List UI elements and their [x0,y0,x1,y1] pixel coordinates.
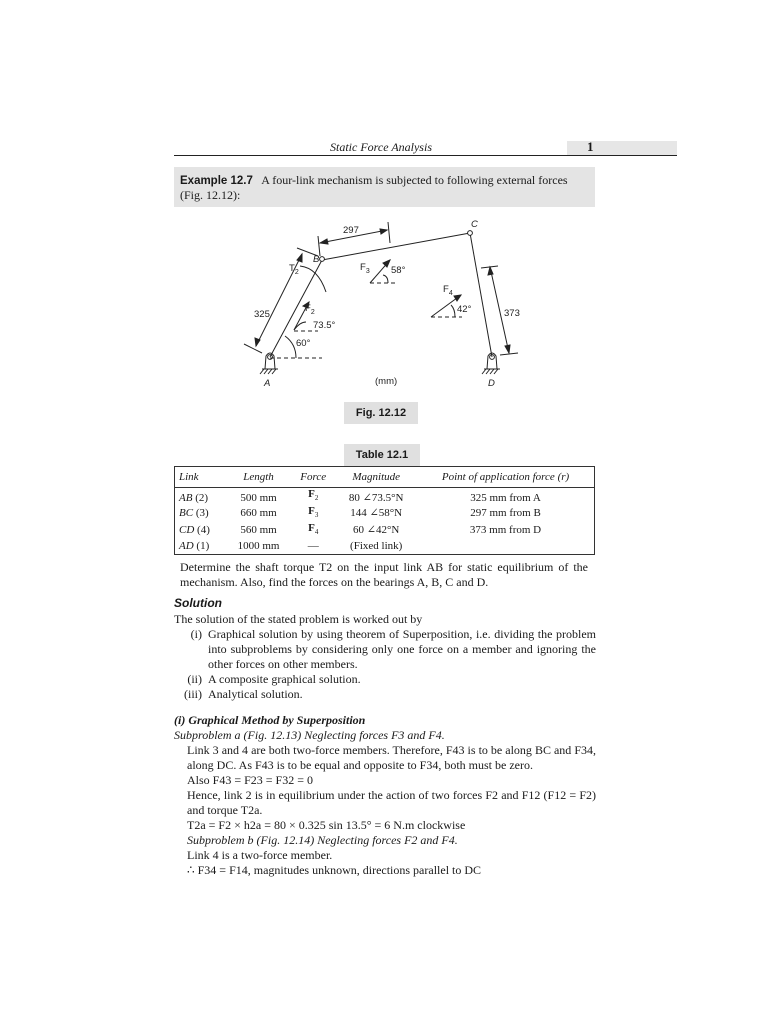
section-heading: (i) Graphical Method by Superposition [174,713,366,727]
table-row [175,540,595,555]
cell-force: $F_4$ [308,522,319,537]
cell-link: BC (3) [179,507,209,520]
cell-point: 373 mm from D [469,524,542,537]
cell-force: — [307,539,319,552]
cell-point: 297 mm from B [470,507,541,520]
step-line: Also F43 = F23 = F32 = 0 [187,773,313,787]
label-c: C [471,219,478,230]
step-line: Subproblem b (Fig. 12.14) Neglecting forces F2 and F4. [187,833,458,847]
cell-length: 560 mm [240,524,277,537]
dim-bc-label: 297 [343,225,359,236]
table-row [175,522,595,539]
cell-magnitude: 60 ∠42°N [353,524,400,537]
table-caption: Table 12.1 [344,444,420,466]
running-title: Static Force Analysis [330,140,432,154]
example-text: A four-link mechanism is subjected to following external forces [261,173,568,187]
list-item: (iii) Analytical solution. [184,687,303,701]
cell-magnitude: (Fixed link) [350,539,403,552]
angle-ab-label: 60° [296,338,311,349]
angle-f3-label: 58° [391,265,406,276]
mechanism-diagram [0,0,768,400]
column-header: Magnitude [335,467,417,488]
figure-caption: Fig. 12.12 [344,402,418,424]
cell-point [417,540,594,555]
step-line: T2a = F2 × h2a = 80 × 0.325 sin 13.5° = 6 N.m clockwise [187,818,466,832]
label-f4: $F_4$ [443,284,453,297]
pivot-d [482,353,500,374]
solution-heading: Solution [174,596,222,610]
step-line: Link 3 and 4 are both two-force members. Therefore, F43 is to be along BC and F34, along DC. As F43 is to be equal and opposite to F34, both must be zero. [187,743,596,772]
cell-magnitude: 80 ∠73.5°N [348,492,404,505]
label-f2: $F_2$ [305,303,315,316]
angle-f4-label: 42° [457,304,472,315]
cell-link: AD (1) [179,539,210,552]
step-line: Link 4 is a two-force member. [187,848,333,862]
angle-f2-label: 73.5° [313,320,336,331]
cell-magnitude: 144 ∠58°N [350,507,403,520]
solution-steps [174,728,596,878]
cell-point: 325 mm from A [470,492,541,505]
step-line: ∴ F34 = F14, magnitudes unknown, directions parallel to DC [187,863,482,877]
example-label: Example 12.7 [180,175,253,187]
table-row [175,505,595,522]
column-header: Link [175,467,226,488]
example-figure-ref: (Fig. 12.12): [180,188,241,202]
solution-intro: The solution of the stated problem is worked out by [174,612,423,626]
dim-ab-label: 325 [254,309,270,320]
cell-force: $F_3$ [308,505,319,520]
cell-link: CD (4) [179,524,210,537]
table-header-row [175,467,595,488]
link-cd [470,233,492,357]
cell-length: 660 mm [240,507,277,520]
column-header: Point of application force (r) [417,467,594,488]
column-header: Length [226,467,291,488]
data-table [174,466,595,555]
link-bc [322,233,470,260]
cell-length: 1000 mm [237,539,280,552]
step-line: Subproblem a (Fig. 12.13) Neglecting forces F3 and F4. [174,728,445,742]
list-item: (ii) A composite graphical solution. [187,672,361,686]
label-f3: $F_3$ [360,262,370,275]
cell-link: AB (2) [179,492,209,505]
table-row [175,488,595,506]
step-line: Hence, link 2 is in equilibrium under the action of two forces F2 and F12 (F12 = F2) and torque T2a. [187,788,596,817]
unit-label: (mm) [375,376,398,387]
label-d: D [488,378,495,389]
column-header: Force [291,467,335,488]
dim-cd-label: 373 [504,308,520,319]
list-item: (i) Graphical solution by using theorem of Superposition, i.e. dividing the problem into subproblems by considering only one force on a member and ignoring the other forces on other members. [190,627,596,671]
cell-length: 500 mm [240,492,277,505]
label-t2: $T_2$ [289,263,299,276]
pivot-a [260,353,278,374]
solution-methods-list [174,627,596,702]
page-number: 1 [587,139,594,154]
label-b: B [313,254,320,265]
label-a: A [264,378,271,389]
problem-statement: Determine the shaft torque T2 on the input link AB for static equilibrium of the mechanism. Also, find the forces on the bearings A, B, C and D. [180,560,588,589]
cell-force: $F_2$ [308,488,319,503]
